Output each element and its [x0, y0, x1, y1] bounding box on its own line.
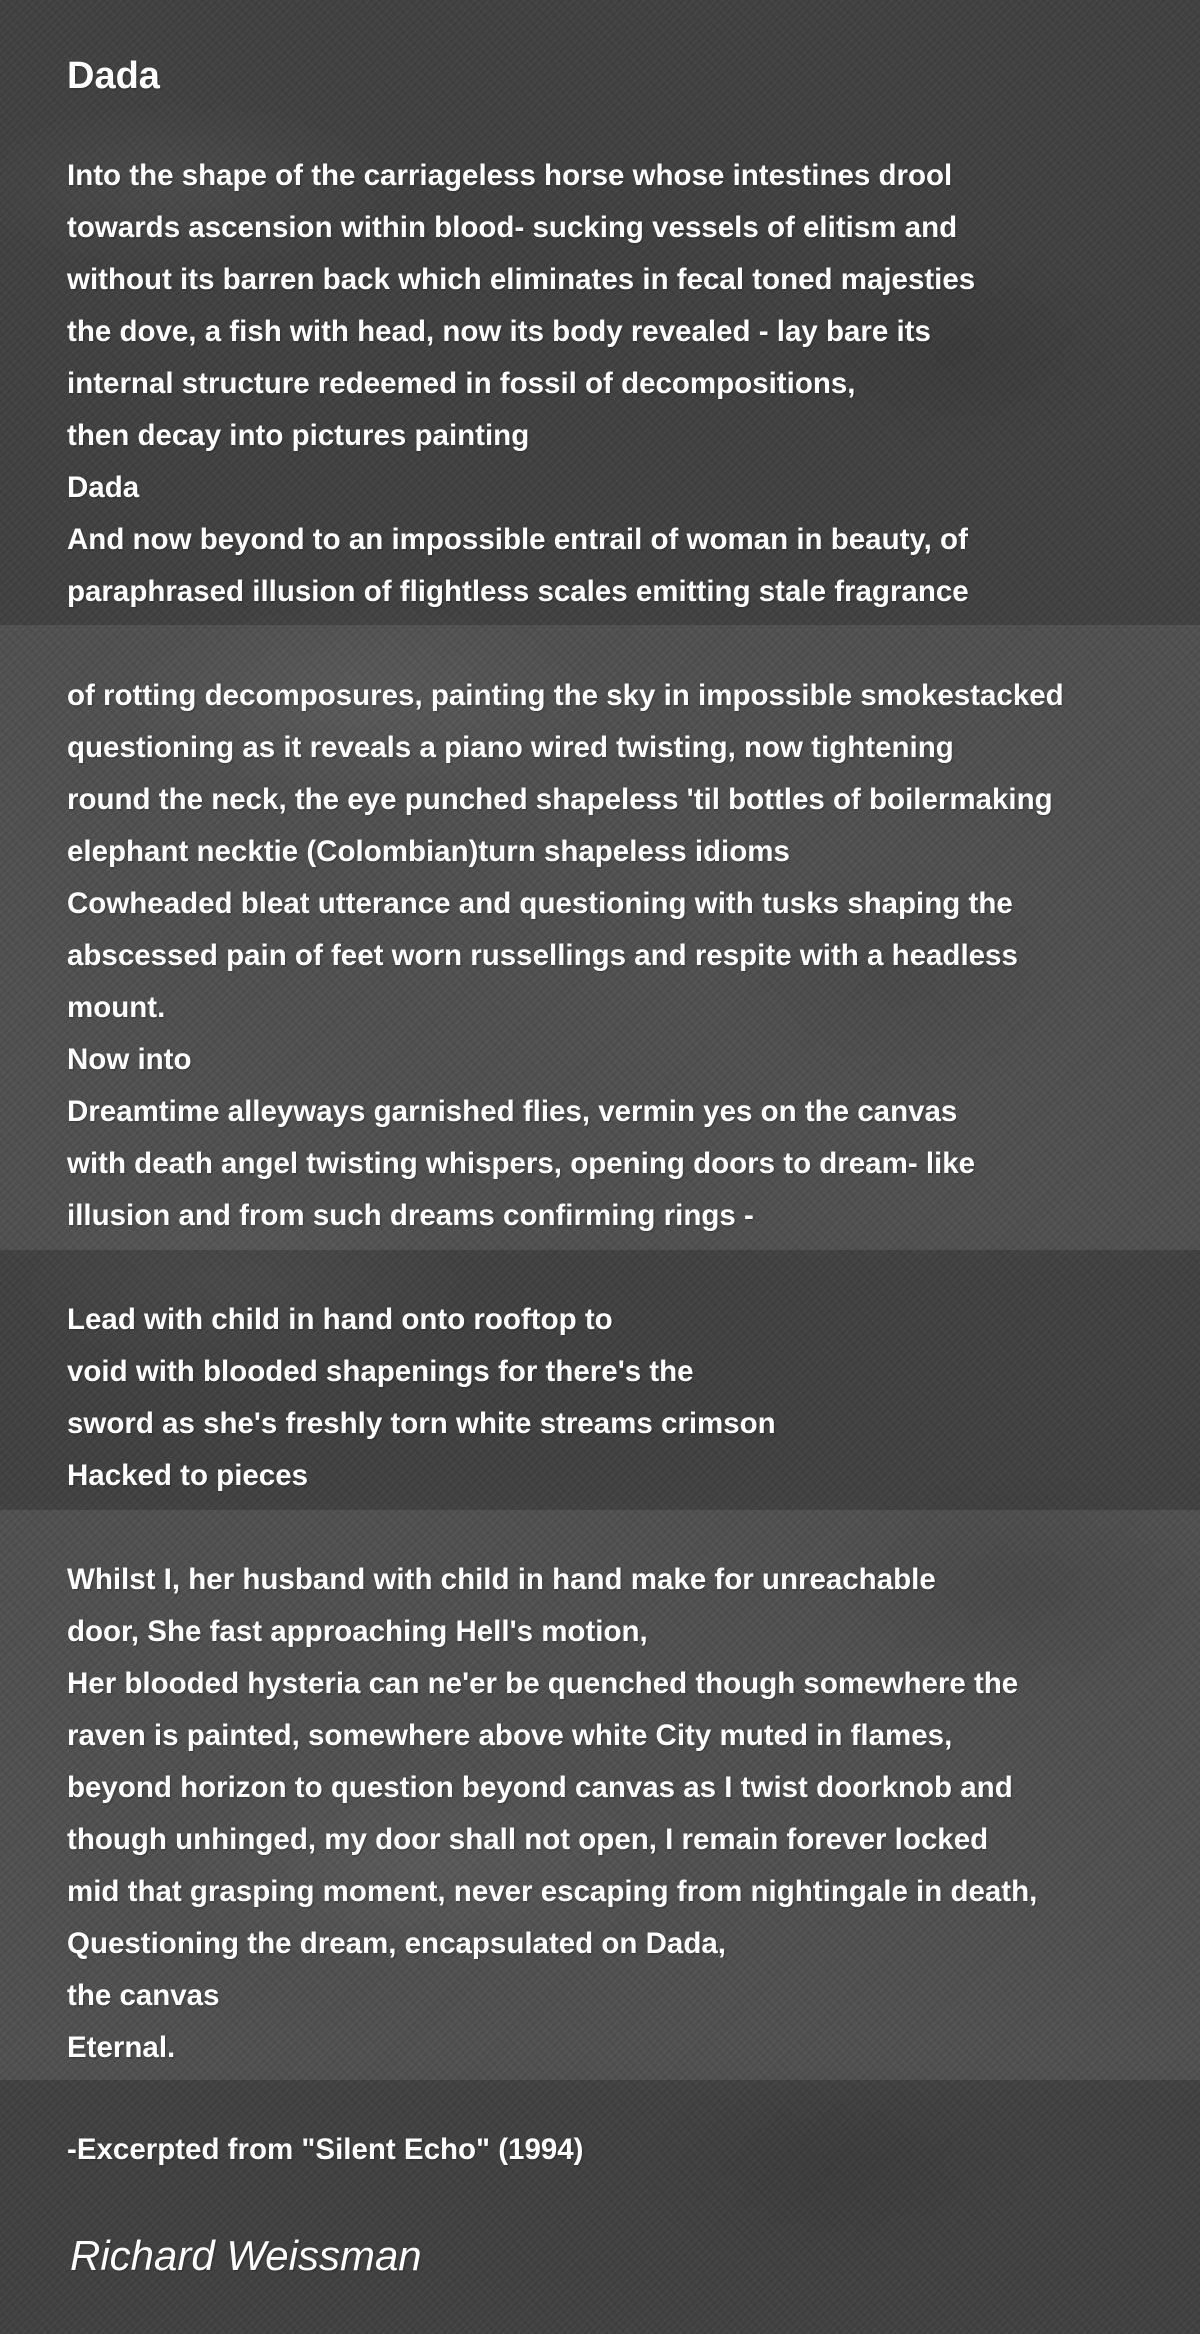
poem-line: Questioning the dream, encapsulated on Dada, [67, 1927, 726, 1960]
poem-line: of rotting decomposures, painting the sky in impossible smokestacked [67, 679, 1064, 712]
poem-line: the dove, a fish with head, now its body revealed - lay bare its [67, 315, 931, 348]
poem-title: Dada [67, 55, 160, 97]
poem-line: mid that grasping moment, never escaping from nightingale in death, [67, 1875, 1038, 1908]
poem-line: Hacked to pieces [67, 1459, 309, 1492]
poem-line: Eternal. [67, 2031, 176, 2064]
poem-line: Dreamtime alleyways garnished flies, vermin yes on the canvas [67, 1095, 958, 1128]
poem-line: elephant necktie (Colombian)turn shapeless idioms [67, 835, 790, 868]
poem-line: beyond horizon to question beyond canvas as I twist doorknob and [67, 1771, 1013, 1804]
poem-line: without its barren back which eliminates in fecal toned majesties [67, 263, 976, 296]
poem-line: door, She fast approaching Hell's motion, [67, 1615, 648, 1648]
poem-line: the canvas [67, 1979, 220, 2012]
poem-line: Cowheaded bleat utterance and questioning with tusks shaping the [67, 887, 1013, 920]
poem-line: mount. [67, 991, 166, 1024]
poem-line: void with blooded shapenings for there's the [67, 1355, 694, 1388]
background-band [0, 2080, 1200, 2334]
poem-line: Dada [67, 471, 140, 504]
poem-line: sword as she's freshly torn white streams crimson [67, 1407, 776, 1440]
poem-line: then decay into pictures painting [67, 419, 530, 452]
poem-line: internal structure redeemed in fossil of decompositions, [67, 367, 856, 400]
poem-line: Into the shape of the carriageless horse whose intestines drool [67, 159, 953, 192]
stanza-3 [67, 1294, 776, 1502]
stanza-4 [67, 1554, 1037, 2074]
poem-line: though unhinged, my door shall not open, I remain forever locked [67, 1823, 989, 1856]
poem-line: round the neck, the eye punched shapeless 'til bottles of boilermaking [67, 783, 1053, 816]
poem-line: raven is painted, somewhere above white City muted in flames, [67, 1719, 953, 1752]
poem-line: Her blooded hysteria can ne'er be quenched though somewhere the [67, 1667, 1019, 1700]
excerpt-note: -Excerpted from "Silent Echo" (1994) [67, 2133, 584, 2166]
stanza-1 [67, 150, 975, 618]
stanza-2 [67, 670, 1064, 1242]
poem-line: Whilst I, her husband with child in hand make for unreachable [67, 1563, 936, 1596]
poem-line: paraphrased illusion of flightless scales emitting stale fragrance [67, 575, 969, 608]
poem-line: And now beyond to an impossible entrail of woman in beauty, of [67, 523, 968, 556]
poem-line: questioning as it reveals a piano wired twisting, now tightening [67, 731, 954, 764]
author-name[interactable]: Richard Weissman [70, 2232, 422, 2279]
poem-line: illusion and from such dreams confirming rings - [67, 1199, 754, 1232]
poem-line: towards ascension within blood- sucking vessels of elitism and [67, 211, 958, 244]
poem-line: abscessed pain of feet worn russellings and respite with a headless [67, 939, 1018, 972]
poem-line: Lead with child in hand onto rooftop to [67, 1303, 613, 1336]
poem-line: with death angel twisting whispers, opening doors to dream- like [67, 1147, 976, 1180]
poem-line: Now into [67, 1043, 192, 1076]
